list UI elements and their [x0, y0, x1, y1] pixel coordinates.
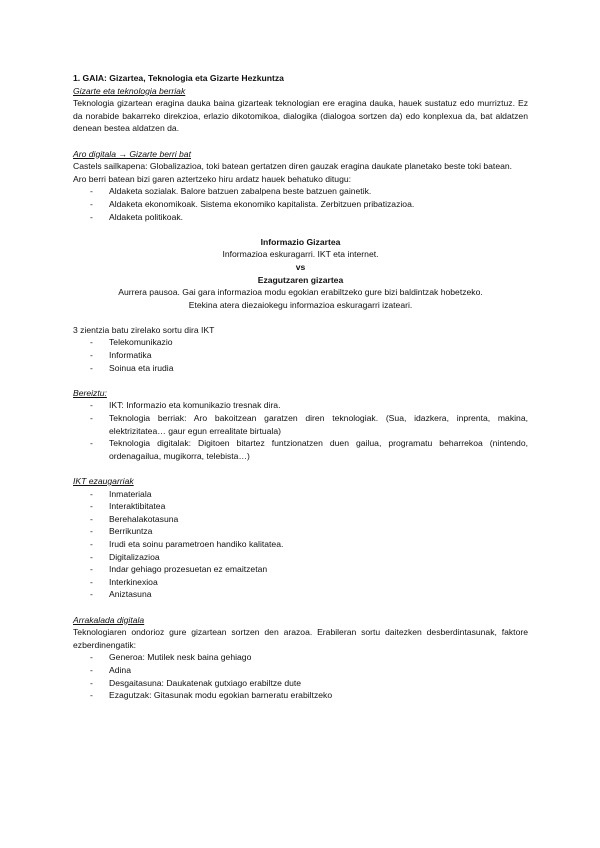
- list-item: - Teknologia berriak: Aro bakoitzean garatzen diren teknologiak. (Sua, idazkera, inprenta, makina, elektrizitatea… gaur egun errealitate birtuala): [73, 412, 528, 437]
- list-item: - Aldaketa ekonomikoak. Sistema ekonomiko kapitalista. Zerbitzuen pribatizazioa.: [73, 198, 528, 211]
- list-item: - Interaktibitatea: [73, 500, 528, 513]
- list-ikt-ezaugarriak: [73, 488, 528, 601]
- section-heading-gizarte: Gizarte eta teknologia berriak: [73, 85, 186, 96]
- section-heading-arrakalada: Arrakalada digitala: [73, 614, 145, 625]
- list-item: - Digitalizazioa: [73, 551, 528, 564]
- document-page: [73, 72, 528, 702]
- list-item: - Telekomunikazio: [73, 336, 528, 349]
- list-item: - Interkinexioa: [73, 576, 528, 589]
- section-heading-aro-digitala: Aro digitala → Gizarte berri bat: [73, 148, 191, 159]
- list-item: - Aniztasuna: [73, 588, 528, 601]
- list-item: - Informatika: [73, 349, 528, 362]
- versus-label: vs: [295, 261, 306, 272]
- paragraph-castels: Castels sailkapena: Globalizazioa, toki batean gertatzen diren gauzak eragina daukate planetako beste toki batean.: [73, 161, 513, 172]
- section-heading-bereiztu: Bereiztu:: [73, 387, 107, 398]
- list-item: - Soinua eta irudia: [73, 362, 528, 375]
- heading-informazio-gizartea: Informazio Gizartea: [260, 236, 341, 247]
- paragraph-zientziak: 3 zientzia batu zirelako sortu dira IKT: [73, 324, 215, 335]
- list-item: - Berehalakotasuna: [73, 513, 528, 526]
- list-item: - Ezagutzak: Gitasunak modu egokian barneratu erabiltzeko: [73, 689, 528, 702]
- line-aurrera-pausoa: Aurrera pausoa. Gai gara informazioa modu egokian erabiltzeko gure bizi baldintzak hobetzeko.: [118, 287, 483, 298]
- list-aldaketak: [73, 185, 528, 223]
- section-heading-ikt-ezaugarriak: IKT ezaugarriak: [73, 476, 134, 486]
- list-bereiztu: [73, 399, 528, 462]
- heading-ezagutzaren-gizartea: Ezagutzaren gizartea: [257, 274, 344, 285]
- line-etekina: Etekina atera diezaiokegu informazioa eskuragarri izateari.: [188, 299, 413, 310]
- list-item: - Berrikuntza: [73, 525, 528, 538]
- list-item: - Irudi eta soinu parametroen handiko kalitatea.: [73, 538, 528, 551]
- list-item: - Desgaitasuna: Daukatenak gutxiago erabiltze dute: [73, 677, 528, 690]
- list-arrakalada: [73, 651, 528, 701]
- list-item: - Inmateriala: [73, 488, 528, 501]
- line-informazioa: Informazioa eskuragarri. IKT eta internet.: [222, 249, 379, 260]
- list-item: - Aldaketa sozialak. Balore batzuen zabalpena beste batzuen gainetik.: [73, 185, 528, 198]
- list-item: - IKT: Informazio eta komunikazio tresnak dira.: [73, 399, 528, 412]
- list-item: - Aldaketa politikoak.: [73, 211, 528, 224]
- paragraph-arrakalada: Teknologiaren ondorioz gure gizartean sortzen den arazoa. Erabileran sortu daitezken desberdintasunak, faktore ezberdinengatik:: [73, 627, 528, 650]
- list-item: - Adina: [73, 664, 528, 677]
- list-item: - Generoa: Mutilek nesk baina gehiago: [73, 651, 528, 664]
- list-zientziak: [73, 336, 528, 374]
- document-title: 1. GAIA: Gizartea, Teknologia eta Gizarte Hezkuntza: [73, 73, 284, 83]
- paragraph-aro-berri: Aro berri batean bizi garen aztertzeko hiru ardatz hauek behatuko ditugu:: [73, 173, 352, 184]
- list-item: - Indar gehiago prozesuetan ez emaitzetan: [73, 563, 528, 576]
- paragraph-gizarte: Teknologia gizartean eragina dauka baina gizarteak teknologian ere eragina dauka, hauek sustatuz edo murriztuz. Ez da norabide bakarreko direkzioa, erlazio dikotomikoa, dialogika (dialogoa sortzen da) edo konplexua da, bat aldatzen denean bestea aldatzen da.: [73, 98, 528, 134]
- list-item: - Teknologia digitalak: Digitoen bitartez funtzionatzen duen gailua, programatu beharrekoa (nintendo, ordenagailua, mugikorra, telebista…): [73, 437, 528, 462]
